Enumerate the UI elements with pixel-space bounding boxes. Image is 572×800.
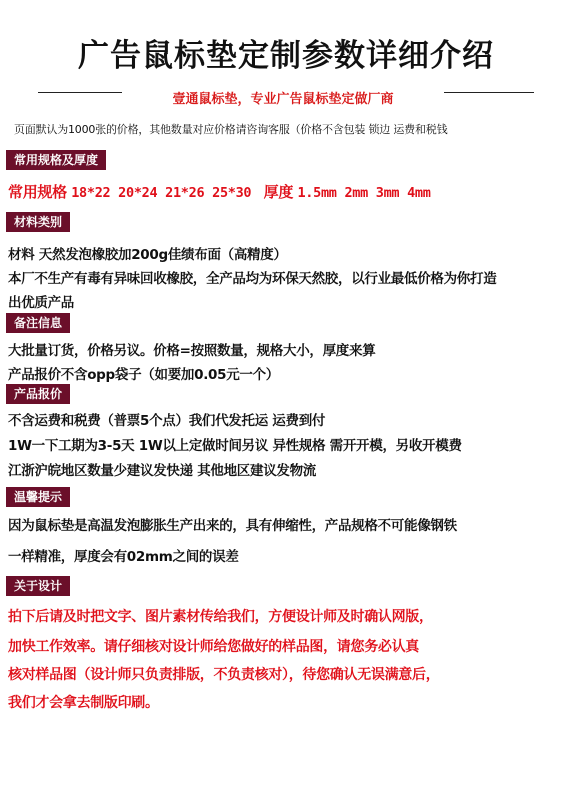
subtitle-rule-left xyxy=(38,92,122,93)
remarks-line-2: 产品报价不含opp袋子（如要加0.05元一个） xyxy=(8,367,280,383)
quote-line-2: 1W一下工期为3-5天 1W以上定做时间另议 异性规格 需开开模，另收开模费 xyxy=(8,438,462,454)
subtitle: 壹通鼠标垫，专业广告鼠标垫定做厂商 xyxy=(172,92,394,107)
section-label-tips: 温馨提示 xyxy=(6,487,70,507)
design-line-4: 我们才会拿去制版印刷。 xyxy=(8,695,159,711)
price-note: 页面默认为1000张的价格，其他数量对应价格请咨询客服（价格不含包装 锁边 运费和税钱 xyxy=(14,123,448,136)
design-line-1: 拍下后请及时把文字、图片素材传给我们，方便设计师及时确认网版， xyxy=(8,609,433,625)
subtitle-rule-right xyxy=(444,92,534,93)
size-key: 常用规格 xyxy=(8,183,67,201)
section-label-design: 关于设计 xyxy=(6,576,70,596)
section-label-quote: 产品报价 xyxy=(6,384,70,404)
quote-line-3: 江浙沪皖地区数量少建议发快递 其他地区建议发物流 xyxy=(8,463,316,479)
remarks-line-1: 大批量订货，价格另议。价格=按照数量，规格大小，厚度来算 xyxy=(8,343,376,359)
quote-line-1: 不含运费和税费（普票5个点）我们代发托运 运费到付 xyxy=(8,413,326,429)
material-line-3: 出优质产品 xyxy=(8,295,74,311)
section-label-remarks: 备注信息 xyxy=(6,313,70,333)
material-line-2: 本厂不生产有毒有异味回收橡胶，全产品均为环保天然胶，以行业最低价格为你打造 xyxy=(8,271,497,287)
tips-line-1: 因为鼠标垫是高温发泡膨胀生产出来的，具有伸缩性，产品规格不可能像钢铁 xyxy=(8,518,457,534)
design-line-2: 加快工作效率。请仔细核对设计师给您做好的样品图，请您务必认真 xyxy=(8,639,419,655)
size-values: 18*22 20*24 21*26 25*30 xyxy=(71,185,252,201)
thickness-values: 1.5mm 2mm 3mm 4mm xyxy=(297,185,431,201)
section-label-specs: 常用规格及厚度 xyxy=(6,150,106,170)
section-label-material: 材料类别 xyxy=(6,212,70,232)
tips-line-2: 一样精准，厚度会有02mm之间的误差 xyxy=(8,549,239,565)
page-title: 广告鼠标垫定制参数详细介绍 xyxy=(78,38,494,74)
thickness-key: 厚度 xyxy=(263,183,294,201)
specs-row xyxy=(8,181,568,202)
material-line-1: 材料 天然发泡橡胶加200g佳绩布面（高精度） xyxy=(8,247,287,263)
design-line-3: 核对样品图（设计师只负责排版，不负责核对），待您确认无误满意后， xyxy=(8,667,440,683)
subtitle-bar xyxy=(0,88,572,110)
